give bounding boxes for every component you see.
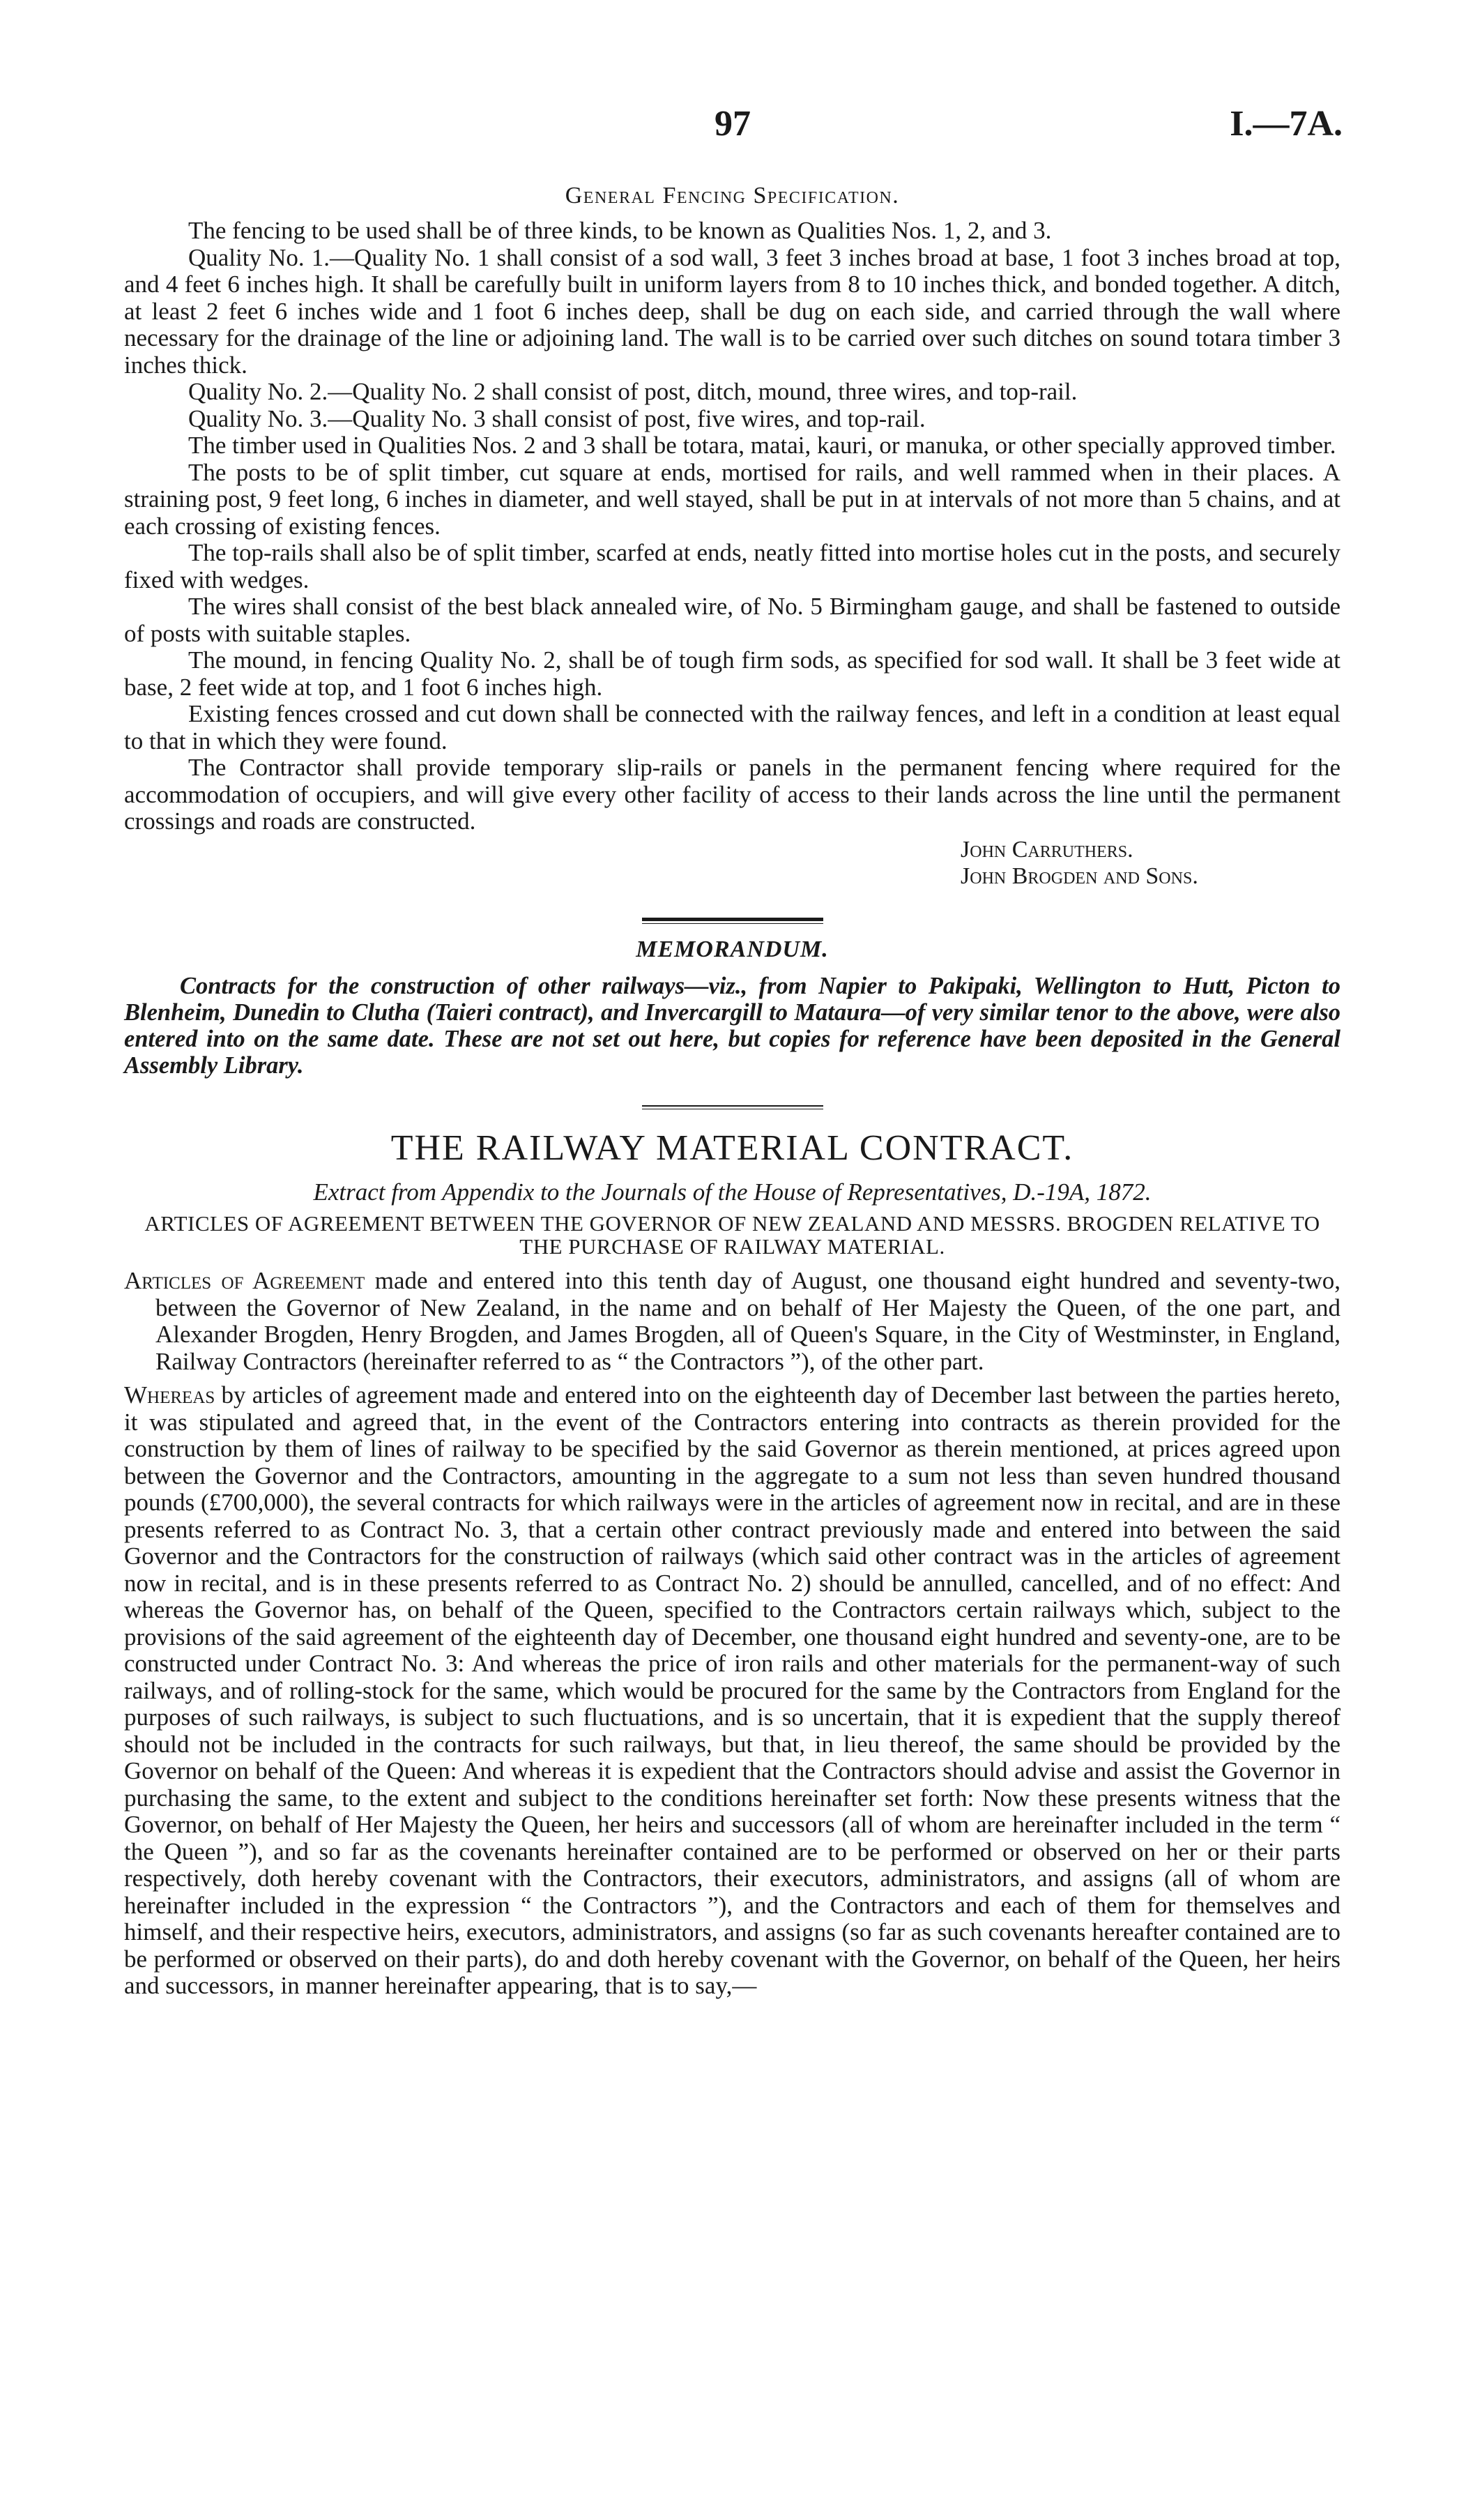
signature-block <box>961 837 1340 890</box>
document-reference: I.—7A. <box>1230 104 1343 144</box>
section-divider <box>642 918 823 925</box>
articles-text: made and entered into this tenth day of August, one thousand eight hundred and seventy-two, between the Governor of New Zealand, in the name and on behalf of Her Majesty the Queen, of the one part, and Alexander Brogden, Henry Brogden, and James Brogden, all of Queen's Square, in the City of Westminster, in England, Railway Contractors (hereinafter referred to as “ the Contractors ”), of the other part. <box>155 1267 1340 1375</box>
divider-heavy-rule <box>642 918 823 921</box>
fencing-paragraph: The posts to be of split timber, cut square at ends, mortised for rails, and well rammed when in their places. A straining post, 9 feet long, 6 inches in diameter, and well stayed, shall be put in at intervals of not more than 5 chains, and at each crossing of existing fences. <box>124 458 1340 540</box>
fencing-paragraph: Existing fences crossed and cut down shall be connected with the railway fences, and left in a condition at least equal to that in which they were found. <box>124 700 1340 754</box>
articles-heading: ARTICLES OF AGREEMENT BETWEEN THE GOVERNOR OF NEW ZEALAND AND MESSRS. BROGDEN RELATIVE TO THE PURCHASE OF RAILWAY MATERIAL. <box>144 1211 1320 1259</box>
divider-light-rule <box>642 923 823 925</box>
extract-reference: Extract from Appendix to the Journals of the House of Representatives, D.-19A, 1872. <box>313 1178 1152 1206</box>
page-header <box>0 103 1482 152</box>
articles-paragraph <box>124 1268 1340 1375</box>
contract-title: THE RAILWAY MATERIAL CONTRACT. <box>390 1128 1074 1168</box>
whereas-lead: Whereas <box>124 1381 215 1409</box>
memorandum-body: Contracts for the construction of other railways—viz., from Napier to Pakipaki, Wellington to Hutt, Picton to Blenheim, Dunedin to Clutha (Taieri contract), and Invercargill to Mataura—of very similar tenor to the above, were also entered into on the same date. These are not set out here, but copies for reference have been deposited in the General Assembly Library. <box>124 973 1340 1079</box>
fencing-paragraph: The top-rails shall also be of split timber, scarfed at ends, neatly fitted into mortise holes cut in the posts, and securely fixed with wedges. <box>124 539 1340 593</box>
fencing-paragraph: Quality No. 1.—Quality No. 1 shall consist of a sod wall, 3 feet 3 inches broad at base, 1 foot 3 inches broad at top, and 4 feet 6 inches high. It shall be carefully built in uniform layers from 8 to 10 inches thick, and bonded together. A ditch, at least 2 feet 6 inches wide and 1 foot 6 inches deep, shall be dug on each side, and carried through the wall where necessary for the drainage of the line or adjoining land. The wall is to be carried over such ditches on sound totara timber 3 inches thick. <box>124 243 1340 379</box>
section-divider <box>642 1105 823 1109</box>
articles-lead: Articles of Agreement <box>124 1267 365 1294</box>
fencing-paragraph: The mound, in fencing Quality No. 2, shall be of tough firm sods, as specified for sod wall. It shall be 3 feet wide at base, 2 feet wide at top, and 1 foot 6 inches high. <box>124 646 1340 701</box>
signatory: John Brogden and Sons. <box>961 863 1198 889</box>
divider-rule <box>642 1105 823 1107</box>
memorandum-title: MEMORANDUM. <box>636 936 829 962</box>
signatory: John Carruthers. <box>961 836 1133 863</box>
fencing-specification-heading: General Fencing Specification. <box>565 183 900 208</box>
whereas-text: by articles of agreement made and entered into on the eighteenth day of December last between the parties hereto, it was stipulated and agreed that, in the event of the Contractors entering into contracts as therein provided for the construction by them of lines of railway to be specified by the said Governor as therein mentioned, at prices agreed upon between the Governor and the Contractors, amounting in the aggregate to a sum not less than seven hundred thousand pounds (£700,000), the several contracts for which railways were in the articles of agreement now in recital, and are in these presents referred to as Contract No. 3, that a certain other contract previously made and entered into between the said Governor and the Contractors for the construction of railways (which said other contract was in the articles of agreement now in recital, and is in these presents referred to as Contract No. 2) should be annulled, cancelled, and of no effect: And whereas the Governor has, on behalf of the Queen, specified to the Contractors certain railways which, subject to the provisions of the said agreement of the eighteenth day of December, one thousand eight hundred and seventy-one, are to be constructed under Contract No. 3: And whereas the price of iron rails and other materials for the permanent-way of such railways, and of rolling-stock for the same, which would be procured for the same by the Contractors from England for the purposes of such railways, is subject to such fluctuations, and is so uncertain, that it is expedient that the supply thereof should not be included in the contracts for such railways, but that, in lieu thereof, the same should be provided by the Governor on behalf of the Queen: And whereas it is expedient that the Contractors should advise and assist the Governor in purchasing the same, to the extent and subject to the conditions hereinafter set forth: Now these presents witness that the Governor, on behalf of Her Majesty the Queen, her heirs and successors (all of whom are hereinafter included in the term “ the Queen ”), and so far as the covenants hereinafter contained are to be performed or observed on her or their parts respectively, doth hereby covenant with the Contractors, their executors, administrators, and assigns (all of whom are hereinafter included in the expression “ the Contractors ”), and the Contractors and each of them for themselves and himself, and their respective heirs, executors, administrators, and assigns (so far as such covenants hereafter contained are to be performed or observed on their parts), do and doth hereby covenant with the Governor, on behalf of the Queen, her heirs and successors, in manner hereinafter appearing, that is to say,— <box>124 1381 1340 1999</box>
page-number: 97 <box>715 104 751 144</box>
fencing-paragraph: Quality No. 2.—Quality No. 2 shall consist of post, ditch, mound, three wires, and top-rail. <box>188 378 1078 405</box>
fencing-paragraph: The wires shall consist of the best black annealed wire, of No. 5 Birmingham gauge, and shall be fastened to outside of posts with suitable staples. <box>124 593 1340 647</box>
whereas-paragraph <box>124 1382 1340 2000</box>
fencing-paragraph: The fencing to be used shall be of three kinds, to be known as Qualities Nos. 1, 2, and 3. <box>188 217 1052 244</box>
page-content <box>124 183 1340 2000</box>
fencing-paragraph: The timber used in Qualities Nos. 2 and 3 shall be totara, matai, kauri, or manuka, or other specially approved timber. <box>188 432 1336 459</box>
fencing-paragraph: The Contractor shall provide temporary slip-rails or panels in the permanent fencing where required for the accommodation of occupiers, and will give every other facility of access to their lands across the line until the permanent crossings and roads are constructed. <box>124 754 1340 835</box>
fencing-paragraph: Quality No. 3.—Quality No. 3 shall consist of post, five wires, and top-rail. <box>188 404 926 432</box>
divider-rule <box>642 1109 823 1110</box>
fencing-specification <box>124 218 1340 835</box>
